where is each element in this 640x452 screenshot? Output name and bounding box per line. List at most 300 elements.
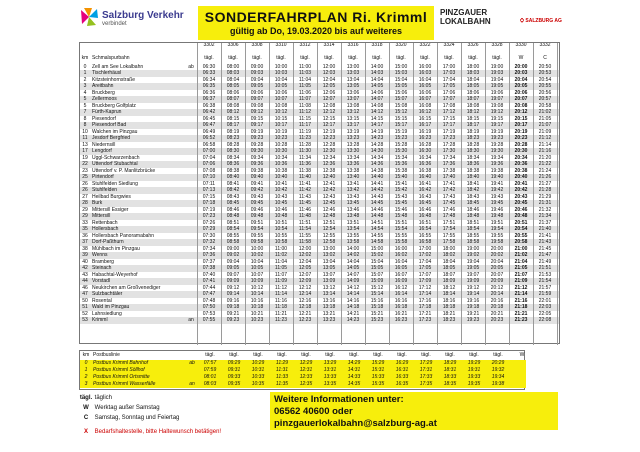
- time-cell: 16:46: [418, 206, 432, 213]
- time-cell: 15:29: [371, 360, 385, 366]
- bus-header-row: [80, 352, 526, 359]
- time-cell: 15:03: [394, 70, 408, 76]
- time-cell: 09:06: [250, 89, 264, 96]
- time-cell: 20:41: [514, 180, 528, 187]
- time-cell: 17:41: [442, 180, 456, 187]
- time-cell: 17:12: [442, 109, 456, 115]
- time-cell: 11:43: [298, 193, 312, 200]
- time-cell: 18:42: [466, 187, 480, 193]
- time-cell: 20:48: [514, 213, 528, 219]
- time-cell: 15:43: [394, 193, 408, 200]
- time-cell: 13:05: [346, 83, 360, 89]
- time-cell: 07:11: [202, 180, 216, 187]
- time-cell: 08:15: [226, 115, 240, 122]
- time-cell: 18:46: [466, 206, 480, 213]
- time-cell: 08:51: [226, 219, 240, 226]
- validity-cell: tägl.: [276, 55, 286, 61]
- time-cell: 21:04: [514, 258, 528, 265]
- train-number: 3320: [395, 42, 407, 48]
- km-cell: 28: [82, 200, 88, 206]
- time-cell: 14:31: [347, 367, 361, 373]
- validity-cell: tägl.: [228, 55, 238, 61]
- km-cell: 3: [84, 381, 88, 387]
- km-cell: 2: [84, 374, 88, 380]
- km-cell: 37: [82, 239, 88, 245]
- legend-key: X: [83, 429, 88, 435]
- legend-desc: Werktag außer Samstag: [94, 405, 160, 411]
- time-cell: 16:51: [418, 219, 432, 226]
- time-cell: 14:34: [370, 154, 384, 161]
- time-cell: 18:04: [442, 258, 456, 265]
- time-cell: 13:08: [346, 102, 360, 109]
- time-cell: 20:40: [514, 174, 528, 180]
- time-cell: 09:40: [250, 174, 264, 180]
- time-cell: 14:38: [370, 167, 384, 174]
- validity-cell: tägl.: [325, 352, 335, 358]
- time-cell: 11:45: [298, 200, 312, 206]
- time-cell: 14:04: [346, 258, 360, 265]
- time-cell: 19:38: [491, 381, 505, 387]
- time-cell: 16:00: [394, 245, 408, 252]
- km-cell: 51: [82, 304, 88, 310]
- time-cell: 09:08: [250, 102, 264, 109]
- station-name: Zellermoos: [92, 96, 117, 102]
- time-cell: 15:07: [370, 271, 384, 278]
- km-cell: 44: [82, 278, 88, 284]
- legend-key: W: [83, 405, 89, 411]
- time-cell: 07:29: [202, 226, 216, 232]
- validity-cell: tägl.: [205, 352, 215, 358]
- time-cell: 19:12: [466, 284, 480, 291]
- time-cell: 08:38: [226, 167, 240, 174]
- time-cell: 16:31: [395, 367, 409, 373]
- time-cell: 10:29: [251, 360, 265, 366]
- time-cell: 14:12: [370, 109, 384, 115]
- time-cell: 14:35: [347, 381, 361, 387]
- time-cell: 16:08: [418, 102, 432, 109]
- time-cell: 21:00: [514, 245, 528, 252]
- time-cell: 11:42: [298, 187, 312, 193]
- time-cell: 11:14: [274, 291, 288, 297]
- time-cell: 08:43: [226, 193, 240, 200]
- time-cell: 20:12: [490, 284, 504, 291]
- time-cell: 19:00: [466, 245, 480, 252]
- time-cell: 18:34: [466, 154, 480, 161]
- time-cell: 19:02: [466, 252, 480, 258]
- time-cell: 19:23: [490, 135, 504, 141]
- time-cell: 16:03: [418, 70, 432, 76]
- station-name: Lahnsiedlung: [92, 310, 122, 317]
- time-cell: 09:07: [250, 96, 264, 102]
- time-cell: 12:12: [322, 109, 336, 115]
- validity-cell: tägl.: [252, 55, 262, 61]
- time-cell: 13:41: [346, 180, 360, 187]
- time-cell: 12:58: [322, 239, 336, 245]
- time-cell: 17:31: [419, 367, 433, 373]
- validity-subtitle: gültig ab Do, 19.03.2020 bis auf weiteres: [229, 26, 403, 36]
- time-cell: 14:02: [346, 252, 360, 258]
- time-cell: 21:41: [538, 232, 552, 239]
- time-cell: 21:49: [538, 258, 552, 265]
- time-cell: 11:30: [298, 148, 312, 154]
- legend-desc: täglich: [94, 395, 113, 401]
- time-cell: 16:05: [418, 83, 432, 89]
- time-cell: 14:15: [370, 115, 384, 122]
- time-cell: 19:23: [466, 317, 480, 323]
- station-name: Mittersill Essiger: [92, 206, 129, 213]
- time-cell: 17:16: [418, 297, 432, 304]
- time-cell: 17:19: [442, 128, 456, 135]
- time-cell: 12:33: [299, 374, 313, 380]
- time-cell: 11:09: [274, 278, 288, 284]
- km-cell: 46: [82, 284, 88, 291]
- time-cell: 12:43: [322, 193, 336, 200]
- time-cell: 20:45: [514, 200, 528, 206]
- time-cell: 15:23: [370, 317, 384, 323]
- time-cell: 11:41: [298, 180, 312, 187]
- time-cell: 20:50: [538, 63, 552, 70]
- time-cell: 17:28: [442, 141, 456, 148]
- time-cell: 12:08: [322, 102, 336, 109]
- time-cell: 12:07: [298, 271, 312, 278]
- time-cell: 19:15: [490, 115, 504, 122]
- time-cell: 12:18: [298, 304, 312, 310]
- time-cell: 11:31: [275, 367, 289, 373]
- time-cell: 09:48: [250, 213, 264, 219]
- time-cell: 16:38: [418, 167, 432, 174]
- time-cell: 07:15: [202, 193, 216, 200]
- time-cell: 09:34: [250, 154, 264, 161]
- time-cell: 14:46: [370, 206, 384, 213]
- station-name: Steinach: [92, 265, 112, 271]
- time-cell: 15:36: [394, 161, 408, 167]
- time-cell: 10:28: [274, 141, 288, 148]
- time-cell: 09:43: [250, 193, 264, 200]
- station-name: Rettenbach: [92, 219, 118, 226]
- km-cell: 53: [82, 317, 88, 323]
- time-cell: 19:35: [467, 381, 481, 387]
- time-cell: 11:05: [298, 83, 312, 89]
- time-cell: 11:23: [274, 317, 288, 323]
- info-box: [270, 392, 558, 430]
- time-cell: 13:51: [346, 219, 360, 226]
- time-cell: 18:04: [466, 76, 480, 83]
- time-cell: 21:07: [514, 271, 528, 278]
- km-cell: 47: [82, 291, 88, 297]
- bus-row: [80, 367, 526, 374]
- pinzgauer-lokalbahn-logo: [440, 8, 560, 34]
- time-cell: 09:05: [226, 265, 240, 271]
- header-row: [79, 55, 560, 62]
- train-number: 3312: [299, 42, 311, 48]
- time-cell: 13:45: [346, 200, 360, 206]
- time-cell: 06:49: [202, 128, 216, 135]
- legend-desc: Bedarfshaltestelle, bitte Haltewunsch betätigen!: [94, 429, 222, 435]
- time-cell: 07:32: [202, 239, 216, 245]
- time-cell: 07:13: [202, 187, 216, 193]
- time-cell: 07:53: [202, 310, 216, 317]
- time-cell: 09:15: [250, 115, 264, 122]
- time-cell: 13:07: [322, 271, 336, 278]
- time-cell: 21:31: [538, 200, 552, 206]
- time-cell: 21:40: [538, 226, 552, 232]
- salzburg-ag-label: SALZBURG AG: [525, 18, 562, 24]
- arr-dep-marker: an: [188, 317, 194, 323]
- time-cell: 15:00: [370, 245, 384, 252]
- time-cell: 12:23: [322, 135, 336, 141]
- time-cell: 21:14: [538, 141, 552, 148]
- train-number: 3318: [371, 42, 383, 48]
- time-cell: 06:33: [202, 70, 216, 76]
- time-cell: 18:05: [442, 265, 456, 271]
- time-cell: 21:02: [514, 252, 528, 258]
- time-cell: 20:43: [514, 193, 528, 200]
- time-cell: 13:55: [346, 232, 360, 239]
- time-cell: 07:44: [202, 284, 216, 291]
- time-cell: 16:07: [418, 96, 432, 102]
- time-cell: 15:12: [370, 284, 384, 291]
- time-cell: 09:23: [250, 135, 264, 141]
- time-cell: 22:05: [538, 310, 552, 317]
- time-cell: 10:12: [274, 109, 288, 115]
- time-cell: 10:00: [274, 63, 288, 70]
- time-cell: 10:34: [274, 154, 288, 161]
- time-cell: 09:19: [250, 128, 264, 135]
- time-cell: 12:21: [298, 310, 312, 317]
- time-cell: 19:12: [490, 109, 504, 115]
- time-cell: 10:36: [274, 161, 288, 167]
- time-cell: 18:30: [466, 148, 480, 154]
- time-cell: 09:36: [250, 161, 264, 167]
- time-cell: 09:07: [226, 271, 240, 278]
- timetable-row: [79, 317, 560, 324]
- time-cell: 20:57: [538, 96, 552, 102]
- train-number: 3316: [347, 42, 359, 48]
- time-cell: 18:18: [442, 304, 456, 310]
- time-cell: 15:08: [394, 102, 408, 109]
- station-name: Burk: [92, 200, 103, 206]
- km-cell: 40: [82, 258, 88, 265]
- time-cell: 13:19: [346, 128, 360, 135]
- time-cell: 20:14: [490, 291, 504, 297]
- time-cell: 14:19: [370, 128, 384, 135]
- time-cell: 10:04: [274, 76, 288, 83]
- km-cell: 4: [83, 89, 87, 96]
- time-cell: 19:36: [490, 161, 504, 167]
- time-cell: 12:36: [322, 161, 336, 167]
- time-cell: 21:22: [538, 161, 552, 167]
- station-name: Wald im Pinzgau: [92, 304, 130, 310]
- time-cell: 17:00: [442, 63, 456, 70]
- time-cell: 12:42: [322, 187, 336, 193]
- time-cell: 07:06: [202, 161, 216, 167]
- time-cell: 21:34: [538, 213, 552, 219]
- time-cell: 17:33: [419, 374, 433, 380]
- time-cell: 18:02: [442, 252, 456, 258]
- time-cell: 19:05: [466, 265, 480, 271]
- time-cell: 17:17: [442, 122, 456, 128]
- km-cell: 2: [83, 76, 87, 83]
- time-cell: 21:29: [538, 193, 552, 200]
- time-cell: 09:58: [250, 239, 264, 245]
- time-cell: 17:07: [442, 96, 456, 102]
- time-cell: 10:41: [274, 180, 288, 187]
- time-cell: 21:57: [538, 284, 552, 291]
- time-cell: 14:30: [370, 148, 384, 154]
- validity-cell: C: [543, 55, 547, 61]
- time-cell: 19:30: [490, 148, 504, 154]
- time-cell: 14:28: [370, 141, 384, 148]
- time-cell: 19:09: [466, 278, 480, 284]
- validity-cell: tägl.: [444, 55, 454, 61]
- km-cell: 52: [82, 310, 88, 317]
- time-cell: 11:07: [298, 96, 312, 102]
- time-cell: 20:51: [514, 219, 528, 226]
- time-cell: 09:30: [250, 148, 264, 154]
- km-cell: 42: [82, 265, 88, 271]
- time-cell: 18:51: [466, 219, 480, 226]
- time-cell: 07:37: [202, 258, 216, 265]
- time-cell: 14:42: [370, 187, 384, 193]
- time-cell: 13:14: [322, 291, 336, 297]
- time-cell: 20:56: [538, 89, 552, 96]
- time-cell: 18:33: [443, 374, 457, 380]
- time-cell: 16:41: [418, 180, 432, 187]
- time-cell: 17:38: [442, 167, 456, 174]
- time-cell: 11:51: [298, 219, 312, 226]
- time-cell: 09:00: [250, 63, 264, 70]
- time-cell: 13:23: [346, 135, 360, 141]
- time-cell: 15:45: [394, 200, 408, 206]
- time-cell: 21:16: [514, 297, 528, 304]
- time-cell: 08:00: [226, 63, 240, 70]
- time-cell: 17:30: [442, 148, 456, 154]
- time-cell: 14:08: [370, 102, 384, 109]
- time-cell: 06:47: [202, 122, 216, 128]
- bus-row: [80, 360, 526, 367]
- time-cell: 18:00: [442, 245, 456, 252]
- time-cell: 13:16: [322, 297, 336, 304]
- time-cell: 11:04: [274, 258, 288, 265]
- arr-dep-marker: an: [189, 381, 195, 387]
- info-email[interactable]: pinzgauerlokalbahn@salzburg-ag.at: [274, 418, 437, 429]
- validity-cell: tägl.: [348, 55, 358, 61]
- time-cell: 10:30: [274, 148, 288, 154]
- time-cell: 15:38: [394, 167, 408, 174]
- time-cell: 17:23: [418, 317, 432, 323]
- time-cell: 20:04: [514, 76, 528, 83]
- time-cell: 07:26: [202, 219, 216, 226]
- time-cell: 09:28: [250, 141, 264, 148]
- km-cell: 3: [83, 83, 87, 89]
- time-cell: 14:05: [370, 83, 384, 89]
- time-cell: 12:05: [322, 83, 336, 89]
- time-cell: 22:01: [538, 297, 552, 304]
- time-cell: 20:09: [490, 278, 504, 284]
- km-cell: 33: [82, 219, 88, 226]
- time-cell: 14:45: [370, 200, 384, 206]
- time-cell: 17:58: [442, 239, 456, 245]
- time-cell: 12:17: [322, 122, 336, 128]
- time-cell: 13:46: [346, 206, 360, 213]
- time-cell: 21:05: [514, 265, 528, 271]
- time-cell: 10:48: [274, 213, 288, 219]
- time-cell: 11:19: [298, 128, 312, 135]
- brand-name: Salzburg Verkehr: [102, 10, 184, 21]
- time-cell: 20:46: [514, 206, 528, 213]
- time-cell: 07:38: [202, 265, 216, 271]
- km-cell: 22: [82, 161, 88, 167]
- time-cell: 18:12: [442, 284, 456, 291]
- validity-cell: tägl.: [372, 55, 382, 61]
- time-cell: 10:42: [274, 187, 288, 193]
- time-cell: 17:46: [442, 206, 456, 213]
- time-cell: 10:04: [250, 258, 264, 265]
- time-cell: 15:41: [394, 180, 408, 187]
- time-cell: 19:54: [490, 226, 504, 232]
- time-cell: 20:18: [490, 304, 504, 310]
- time-cell: 10:40: [274, 174, 288, 180]
- time-cell: 18:45: [466, 200, 480, 206]
- time-cell: 10:31: [251, 367, 265, 373]
- time-cell: 17:45: [442, 200, 456, 206]
- time-cell: 11:18: [274, 304, 288, 310]
- time-cell: 12:28: [322, 141, 336, 148]
- time-cell: 08:04: [226, 76, 240, 83]
- time-cell: 20:58: [514, 239, 528, 245]
- time-cell: 09:04: [226, 258, 240, 265]
- time-cell: 21:51: [538, 265, 552, 271]
- validity-cell: tägl.: [420, 55, 430, 61]
- info-line1: Weitere Informationen unter:: [274, 394, 404, 405]
- time-cell: 12:54: [322, 226, 336, 232]
- time-cell: 12:35: [299, 381, 313, 387]
- km-header: km: [82, 352, 90, 358]
- time-cell: 16:21: [394, 310, 408, 317]
- km-cell: 5: [83, 96, 87, 102]
- time-cell: 13:00: [346, 63, 360, 70]
- time-cell: 21:02: [538, 109, 552, 115]
- time-cell: 08:45: [226, 200, 240, 206]
- time-cell: 06:30: [202, 63, 216, 70]
- time-cell: 13:05: [322, 265, 336, 271]
- time-cell: 10:54: [274, 226, 288, 232]
- time-cell: 16:23: [394, 317, 408, 323]
- time-cell: 17:02: [418, 252, 432, 258]
- time-cell: 15:30: [394, 148, 408, 154]
- time-cell: 18:19: [466, 128, 480, 135]
- time-cell: 13:40: [346, 174, 360, 180]
- time-cell: 19:16: [466, 297, 480, 304]
- time-cell: 18:38: [466, 167, 480, 174]
- legend-daily: [79, 395, 112, 401]
- time-cell: 17:05: [442, 83, 456, 89]
- time-cell: 19:19: [490, 128, 504, 135]
- time-cell: 09:55: [250, 232, 264, 239]
- station-name: Neukirchen am Großvenediger: [92, 284, 161, 291]
- km-cell: 1: [84, 367, 88, 373]
- time-cell: 19:07: [490, 96, 504, 102]
- time-cell: 21:27: [538, 180, 552, 187]
- time-cell: 19:33: [467, 374, 481, 380]
- time-cell: 07:23: [202, 213, 216, 219]
- time-cell: 08:05: [226, 83, 240, 89]
- time-cell: 08:03: [203, 381, 217, 387]
- km-header: km: [81, 55, 89, 61]
- time-cell: 10:08: [274, 102, 288, 109]
- time-cell: 19:58: [490, 239, 504, 245]
- time-cell: 20:53: [538, 70, 552, 76]
